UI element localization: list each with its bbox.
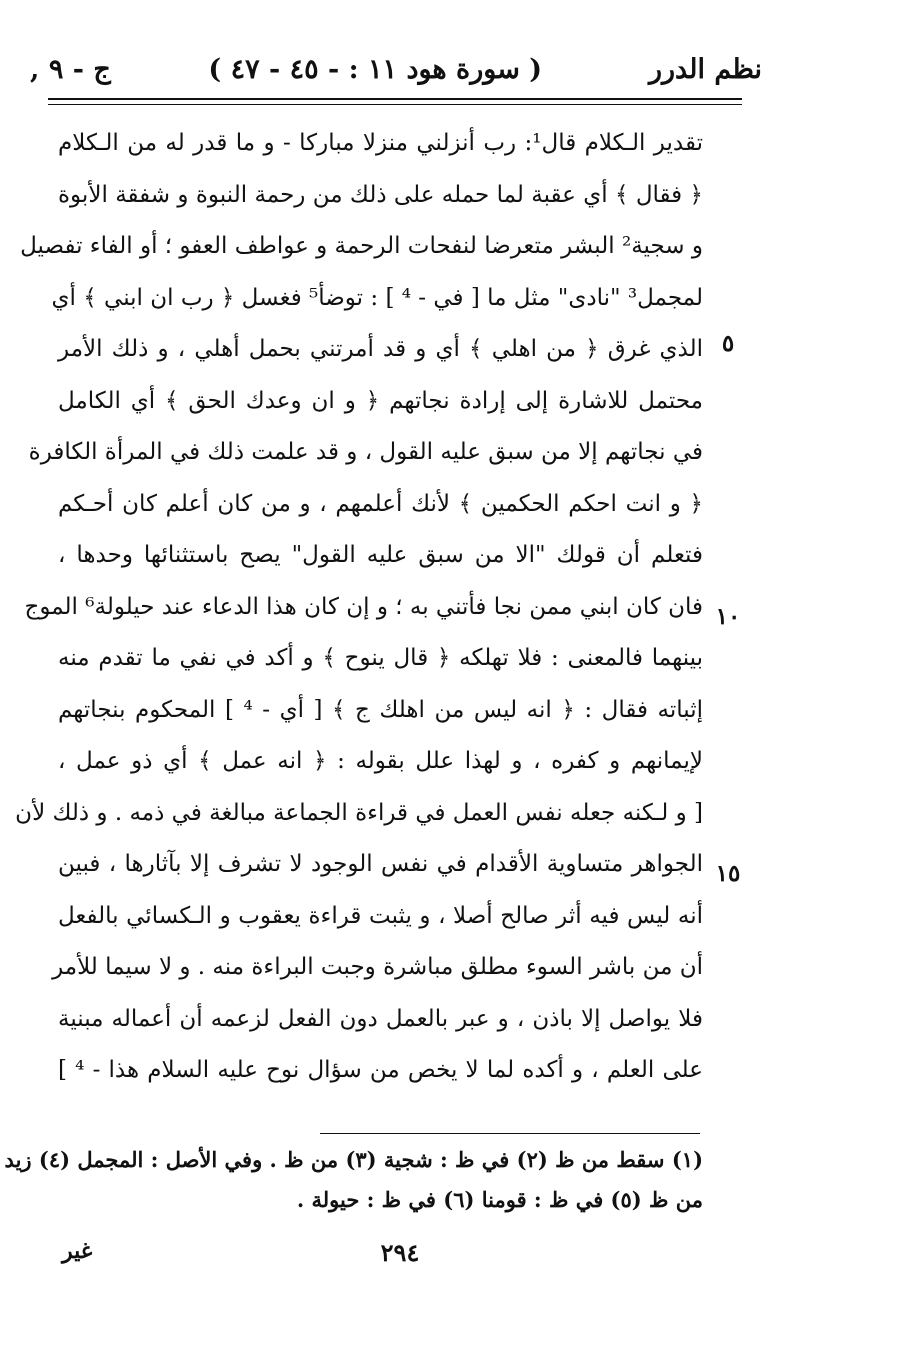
header-rule — [48, 98, 742, 100]
text-line: على العلم ، و أكده لما لا يخص من سؤال نوح عليه السلام هذا - ⁴ ] — [58, 1057, 703, 1083]
text-line: فان كان ابني ممن نجا فأتني به ؛ و إن كان هذا الدعاء عند حيلولة⁶ الموج — [24, 593, 703, 620]
running-header — [30, 48, 762, 92]
text-line: و سجية² البشر متعرضا لنفحات الرحمة و عواطف العفو ؛ أو الفاء تفصيل — [20, 233, 703, 259]
footnote-line: من ظ (٥) في ظ : قومنا (٦) في ظ : حيولة . — [296, 1187, 703, 1212]
catchword: غير — [62, 1238, 93, 1264]
surah-reference: ( سورة هود ١١ : - ٤٥ - ٤٧ ) — [208, 54, 542, 85]
volume-marker: ج - ٩ , — [30, 54, 111, 85]
text-line: فتعلم أن قولك "الا من سبق عليه القول" يصح باستثنائها وحدها ، — [58, 542, 703, 568]
text-line: أن من باشر السوء مطلق مباشرة وجبت البراءة منه . و لا سيما للأمر — [52, 954, 703, 980]
line-number-10: ١٠ — [715, 603, 741, 630]
text-line: [ و لـكنه جعله نفس العمل في قراءة الجماعة مبالغة في ذمه . و ذلك لأن — [15, 799, 703, 826]
text-line: ﴿ فقال ﴾ أي عقبة لما حمله على ذلك من رحمة النبوة و شفقة الأبوة — [58, 181, 703, 208]
text-line: محتمل للاشارة إلى إرادة نجاتهم ﴿ و ان وعدك الحق ﴾ أي الكامل — [58, 387, 703, 414]
text-line: بينهما فالمعنى : فلا تهلكه ﴿ قال ينوح ﴾ و أكد في نفي ما تقدم منه — [58, 645, 703, 671]
text-line: الجواهر متساوية الأقدام في نفس الوجود لا تشرف إلا بآثارها ، فبين — [58, 851, 703, 877]
text-line: أنه ليس فيه أثر صالح أصلا ، و يثبت قراءة يعقوب و الـكسائي بالفعل — [58, 902, 703, 929]
text-line: تقدير الـكلام قال¹: رب أنزلني منزلا مباركا - و ما قدر له من الـكلام — [58, 130, 703, 156]
text-line: في نجاتهم إلا من سبق عليه القول ، و قد علمت ذلك في المرأة الكافرة — [28, 439, 703, 465]
text-line: فلا يواصل إلا باذن ، و عبر بالعمل دون الفعل لزعمه أن أعماله مبنية — [58, 1005, 703, 1032]
footnote-line: (١) سقط من ظ (٢) في ظ : شجية (٣) من ظ . وفي الأصل : المجمل (٤) زيد — [4, 1147, 703, 1172]
line-number-15: ١٥ — [715, 860, 741, 887]
text-line: الذي غرق ﴿ من اهلي ﴾ أي و قد أمرتني بحمل أهلي ، و ذلك الأمر — [58, 336, 703, 362]
footnote-rule — [320, 1133, 700, 1134]
header-rule-thin — [48, 104, 742, 105]
page-number: ٢٩٤ — [380, 1238, 420, 1267]
text-line: لمجمل³ "نادى" مثل ما [ في - ⁴ ] : توضأ⁵ فغسل ﴿ رب ان ابني ﴾ أي — [51, 284, 703, 311]
text-line: لإيمانهم و كفره ، و لهذا علل بقوله : ﴿ انه عمل ﴾ أي ذو عمل ، — [58, 748, 703, 774]
main-text — [15, 118, 704, 1097]
text-line: إثباته فقال : ﴿ انه ليس من اهلك ج ﴾ [ أي - ⁴ ] المحكوم بنجاتهم — [58, 696, 704, 723]
line-number-5: ٥ — [721, 330, 735, 357]
footnotes — [4, 1140, 703, 1220]
text-line: ﴿ و انت احكم الحكمين ﴾ لأنك أعلمهم ، و من كان أعلم كان أحـكم — [58, 490, 703, 517]
book-title: نظم الدرر — [648, 54, 762, 85]
